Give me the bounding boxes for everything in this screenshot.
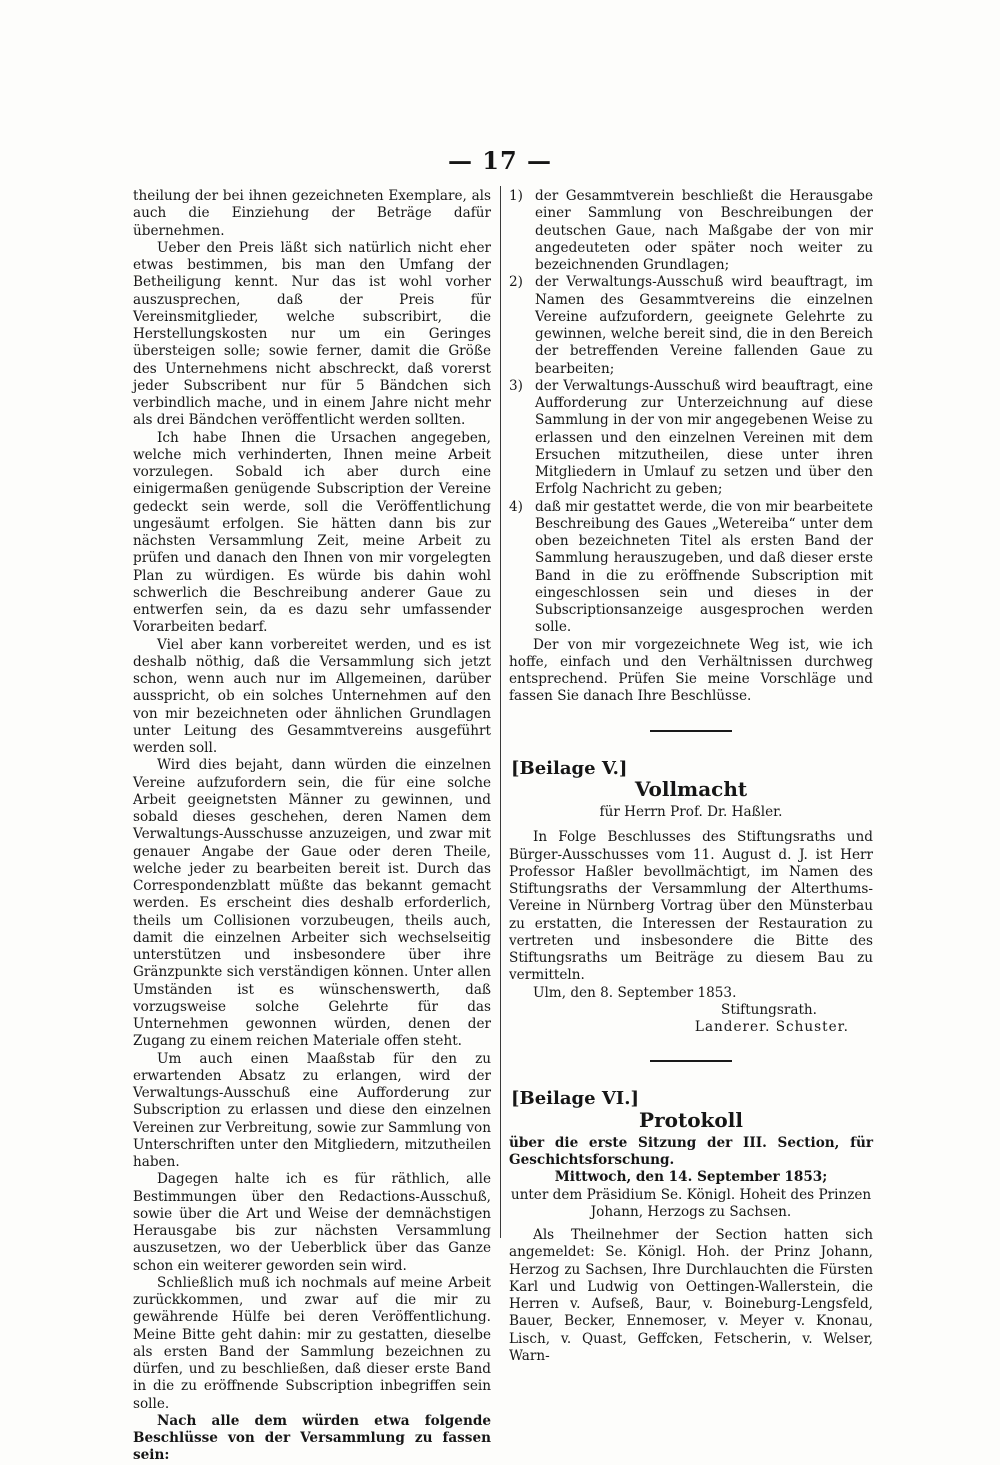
beilage-vi-label: [Beilage VI.] — [511, 1088, 639, 1110]
paragraph: Wird dies bejaht, dann würden die einzelnen Vereine aufzufordern sein, die für eine solche Arbeit geeignetsten Männer zu gewinnen, und sobald dieses geschehen, deren Namen dem Verwaltungs-Ausschusse anzuzeigen, und zwar mit genauer Angabe der Gaue oder deren Theile, welche jeder zu bearbeiten bereit ist. Durch das Correspondenzblatt müßte das bekannt gemacht werden. Es erscheint dies deshalb erforderlich, theils um Collisionen vorzubeugen, theils auch, damit die einzelnen Arbeiter sich wechselseitig unterstützen und insbesondere über ihre Gränzpunkte sich verständigen können. Unter allen Umständen ist es wünschenswerth, daß vorzugsweise solche Gelehrte für das Unternehmen gewonnen würden, denen der Zugang zu einem reichen Materiale offen steht. — [133, 757, 491, 1050]
beilage-vi-participants: Als Theilnehmer der Section hatten sich angemeldet: Se. Königl. Hoh. der Prinz Johann, Herzog zu Sachsen, Ihre Durchlauchten die Fürsten Karl und Ludwig von Oettingen-Wallerstein, die Herren v. Aufseß, Baur, v. Boineburg-Lengsfeld, Bauer, Becker, Ennemoser, v. Meyer v. Knonau, Lisch, v. Quast, Geffcken, Fetscherin, v. Welser, Warn- — [509, 1227, 873, 1364]
resolution-item — [509, 499, 873, 637]
resolution-number: 3) — [509, 377, 523, 394]
section-rule — [650, 730, 732, 732]
paragraph: Nach alle dem würden etwa folgende Beschlüsse von der Versammlung zu fassen sein: — [133, 1412, 491, 1464]
beilage-v-subtitle: für Herrn Prof. Dr. Haßler. — [599, 804, 783, 820]
beilage-vi-presidium: unter dem Präsidium Se. Königl. Hoheit des Prinzen Johann, Herzogs zu Sachsen. — [510, 1186, 872, 1220]
resolution-text: daß mir gestattet werde, die von mir bearbeitete Beschreibung des Gaues „Wetereiba“ unter dem oben bezeichneten Titel als ersten Band der Sammlung herauszugeben, und daß dieser erste Band in die zu eröffnende Subscription mit eingeschlossen sein und dieses in der Subscriptionsanzeige ausgesprochen werden solle. — [535, 498, 873, 636]
page-number: — 17 — — [447, 146, 553, 175]
beilage-v-signature-body: Stiftungsrath. — [721, 1001, 817, 1018]
beilage-v-body: In Folge Beschlusses des Stiftungsraths und Bürger-Ausschusses vom 11. August d. J. ist Herr Professor Haßler bevollmächtigt, im Namen des Stiftungsraths der Versammlung der Alterthums-Vereine in Nürnberg Vortrag über den Münsterbau zu erstatten, die Interessen der Restauration zu vertreten und insbesondere die Bitte des Stiftungsraths um Beiträge zu diesem Bau zu vermitteln. — [509, 829, 873, 984]
beilage-v-title: Vollmacht — [634, 776, 748, 801]
paragraph: Schließlich muß ich nochmals auf meine Arbeit zurückkommen, und zwar auf die mir zu gewährende Hülfe bei deren Veröffentlichung. Meine Bitte geht dahin: mir zu gestatten, dieselbe als ersten Band der Sammlung bezeichnen zu dürfen, und zu beschließen, daß dieser erste Band in die zu eröffnende Subscription inbegriffen sein solle. — [133, 1274, 491, 1412]
resolution-number: 4) — [509, 498, 523, 515]
beilage-vi-subtitle: über die erste Sitzung der III. Section, für Geschichtsforschung. — [509, 1134, 873, 1168]
resolution-number: 2) — [509, 274, 523, 291]
right-column — [509, 188, 873, 1365]
paragraph: Ueber den Preis läßt sich natürlich nicht eher etwas bestimmen, bis man den Umfang der Betheiligung kennt. Nur das ist wohl vorher auszusprechen, daß der Preis für Vereinsmitglieder, welche subscribirt, die Herstellungskosten nur um ein Geringes übersteigen solle; sowie ferner, damit die Größe des Unternehmens nicht abschreckt, daß vorerst jeder Subscribent nur für 5 Bändchen sich verbindlich mache, und in einem Jahre nicht mehr als drei Bändchen veröffentlicht werden sollten. — [133, 239, 491, 429]
beilage-v-label: [Beilage V.] — [511, 757, 628, 779]
column-divider — [500, 186, 501, 1238]
beilage-v-place-date: Ulm, den 8. September 1853. — [533, 984, 737, 1001]
beilage-vi-title: Protokoll — [639, 1107, 743, 1132]
paragraph: Dagegen halte ich es für räthlich, alle Bestimmungen über den Redactions-Ausschuß, sowie über die Art und Weise der demnächstigen Herausgabe bis zur nächsten Versammlung auszusetzen, wo der Ueberblick über das Ganze schon ein weiterer geworden sein wird. — [133, 1171, 491, 1274]
section-rule — [650, 1060, 732, 1062]
resolution-item — [509, 378, 873, 499]
paragraph: theilung der bei ihnen gezeichneten Exemplare, als auch die Einziehung der Beträge dafür übernehmen. — [133, 188, 491, 239]
resolution-number: 1) — [509, 188, 523, 204]
resolution-text: der Gesammtverein beschließt die Herausgabe einer Sammlung von Beschreibungen der deutschen Gaue, nach Maßgabe der von mir angedeuteten oder später noch weiter zu bezeichnenden Grundlagen; — [535, 188, 873, 273]
paragraph: Um auch einen Maaßstab für den zu erwartenden Absatz zu erlangen, wird der Verwaltungs-Ausschuß eine Aufforderung zur Subscription zu erlassen und diese den einzelnen Vereinen zur Verbreitung, sowie zur Sammlung von Unterschriften unter den Mitgliedern, mitzutheilen haben. — [133, 1050, 491, 1170]
beilage-vi-date: Mittwoch, den 14. September 1853; — [554, 1169, 828, 1186]
paragraph: Viel aber kann vorbereitet werden, und es ist deshalb nöthig, daß die Versammlung sich jetzt schon, wenn auch nur im Allgemeinen, darüber ausspricht, ob ein solches Unternehmen auf den von mir bezeichneten oder ähnlichen Grundlagen unter Leitung des Gesammtvereins ausgeführt werden soll. — [133, 636, 491, 756]
closing-paragraph: Der von mir vorgezeichnete Weg ist, wie ich hoffe, einfach und den Verhältnissen durchweg entsprechend. Prüfen Sie meine Vorschläge und fassen Sie danach Ihre Beschlüsse. — [509, 636, 873, 705]
resolution-text: der Verwaltungs-Ausschuß wird beauftragt, eine Aufforderung zur Unterzeichnung auf diese Sammlung in der von mir angegebenen Weise zu erlassen und den einzelnen Vereinen mit dem Ersuchen mitzutheilen, diese unter ihren Mitgliedern in Umlauf zu setzen und über den Erfolg Nachricht zu geben; — [535, 377, 873, 498]
resolution-text: der Verwaltungs-Ausschuß wird beauftragt, im Namen des Gesammtvereins die einzelnen Vereine aufzufordern, geeignete Gelehrte zu gewinnen, welche bereit sind, die in den Bereich der betreffenden Vereine fallenden Gaue zu bearbeiten; — [535, 274, 873, 377]
paragraph: Ich habe Ihnen die Ursachen angegeben, welche mich verhinderten, Ihnen meine Arbeit vorzulegen. Sobald ich aber durch eine einigermaßen genügende Subscription der Vereine gedeckt sein werde, soll die Veröffentlichung ungesäumt erfolgen. Sie hätten dann bis zur nächsten Versammlung Zeit, meine Arbeit zu prüfen und danach den Ihnen von mir vorgelegten Plan zu würdigen. Es würde bis dahin wohl schwerlich die Beschreibung anderer Gaue zu entwerfen sein, da es dazu sehr umfassender Vorarbeiten bedarf. — [133, 429, 491, 636]
resolution-item — [509, 188, 873, 274]
resolution-item — [509, 274, 873, 378]
beilage-v-signature-names: Landerer. Schuster. — [694, 1019, 849, 1035]
left-column — [133, 188, 491, 1465]
